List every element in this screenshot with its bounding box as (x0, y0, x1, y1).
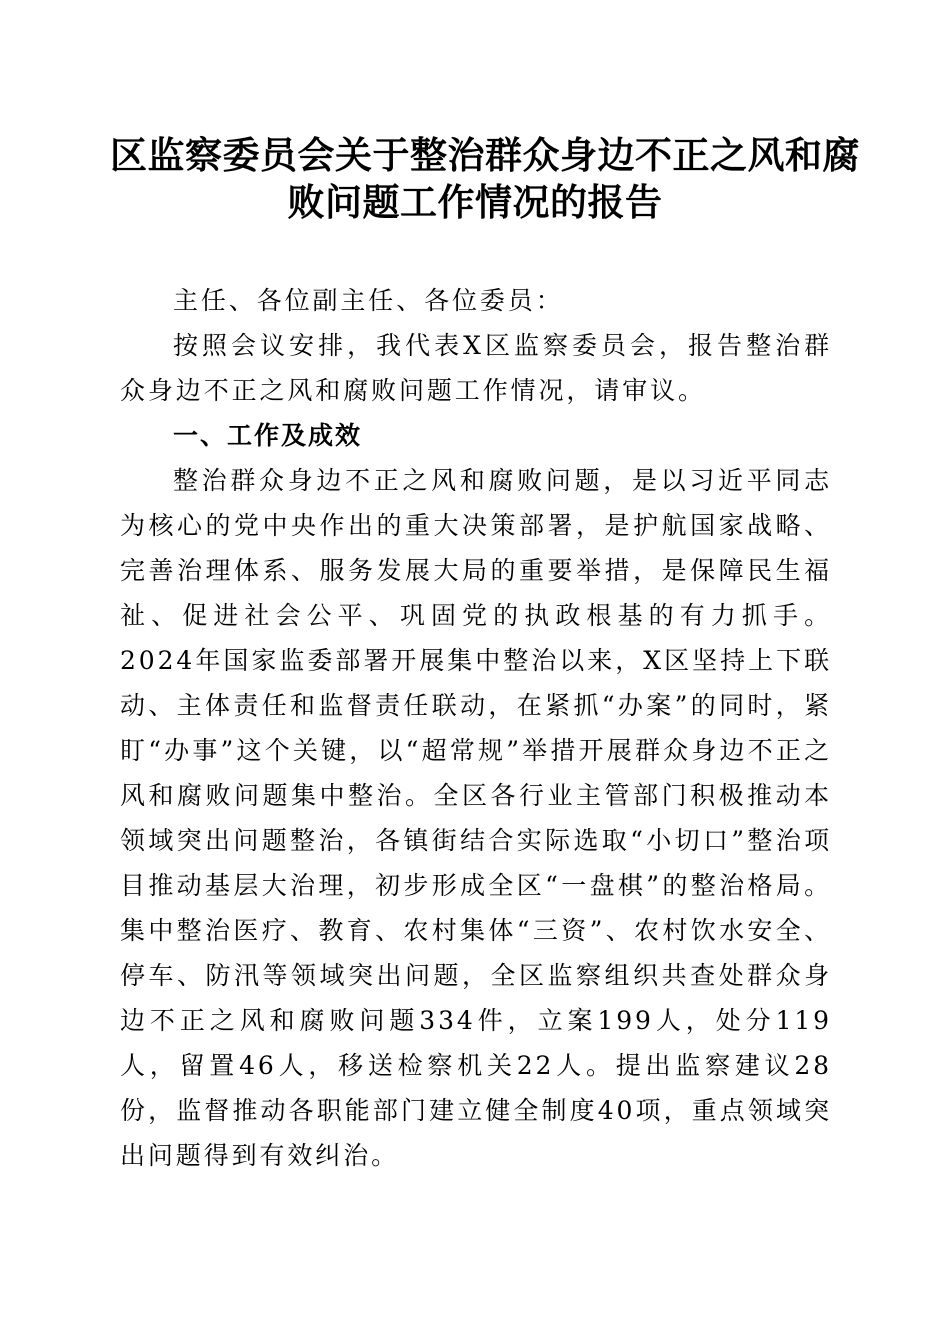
intro-paragraph: 按照会议安排，我代表X区监察委员会，报告整治群众身边不正之风和腐败问题工作情况，请审议。 (120, 331, 832, 405)
document-title-line-1: 区监察委员会关于整治群众身边不正之风和腐 (110, 133, 860, 177)
salutation: 主任、各位副主任、各位委员： (173, 286, 564, 315)
section-body-paragraph: 整治群众身边不正之风和腐败问题，是以习近平同志为核心的党中央作出的重大决策部署，是护航国家战略、完善治理体系、服务发展大局的重要举措，是保障民生福祉、促进社会公平、巩固党的执政根基的有力抓手。2024年国家监委部署开展集中整治以来，X区坚持上下联动、主体责任和监督责任联动，在紧抓“办案”的同时，紧盯“办事”这个关键，以“超常规”举措开展群众身边不正之风和腐败问题集中整治。全区各行业主管部门积极推动本领域突出问题整治，各镇街结合实际选取“小切口”整治项目推动基层大治理，初步形成全区“一盘棋”的整治格局。集中整治医疗、教育、农村集体“三资”、农村饮水安全、停车、防汛等领域突出问题，全区监察组织共查处群众身边不正之风和腐败问题334件，立案199人，处分119人，留置46人，移送检察机关22人。提出监察建议28份，监督推动各职能部门建立健全制度40项，重点领域突出问题得到有效纠治。 (120, 466, 832, 1170)
document-title-line-2: 败问题工作情况的报告 (287, 180, 663, 224)
document-body (120, 278, 832, 1178)
document-title (110, 132, 860, 226)
section-heading: 一、工作及成效 (173, 421, 363, 450)
